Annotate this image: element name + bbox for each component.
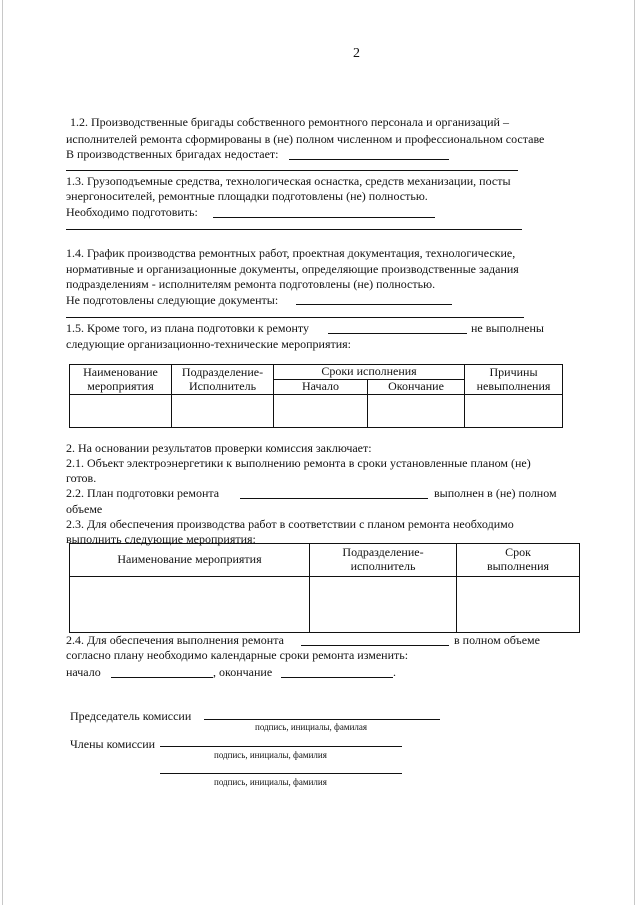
s24-blank <box>301 645 449 646</box>
header-executor: Подразделение- Исполнитель <box>172 365 274 395</box>
s12-line2: исполнителей ремонта сформированы в (не) полном численном и профессиональном составе <box>66 132 545 146</box>
table-row <box>70 577 580 633</box>
table-cell <box>368 395 465 428</box>
s2-line4b: выполнен в (не) полном <box>434 486 557 500</box>
header-measure-name: Наименование мероприятия <box>70 544 310 577</box>
chair-caption: подпись, инициалы, фамилая <box>255 722 368 732</box>
table-unfulfilled-measures <box>69 364 563 428</box>
table-header-row <box>70 365 563 380</box>
table-cell <box>465 395 563 428</box>
s14-line2: нормативные и организационные документы, определяющие производственные задания <box>66 262 519 276</box>
s13-line3: Необходимо подготовить: <box>66 205 198 219</box>
s14-line4: Не подготовлены следующие документы: <box>66 293 279 307</box>
page-number: 2 <box>353 46 360 61</box>
start-label: начало <box>66 665 101 679</box>
s2-line3: готов. <box>66 471 97 485</box>
page-right-edge <box>634 0 635 905</box>
s2-line1: 2. На основании результатов проверки комиссия заключает: <box>66 441 372 455</box>
s12-line1: 1.2. Производственные бригады собственного ремонтного персонала и организаций – <box>70 115 509 129</box>
table-cell <box>274 395 368 428</box>
end-label: , окончание <box>213 665 273 679</box>
s14-blank-full <box>66 317 524 318</box>
s24-line1a: 2.4. Для обеспечения выполнения ремонта <box>66 633 284 647</box>
table-row <box>70 395 563 428</box>
s2-line6: 2.3. Для обеспечения производства работ в соответствии с планом ремонта необходимо <box>66 517 514 531</box>
s15-line1a: 1.5. Кроме того, из плана подготовки к ремонту <box>66 321 309 335</box>
s24-line1b: в полном объеме <box>454 633 540 647</box>
s12-blank <box>289 159 449 160</box>
header-deadline: Срок выполнения <box>457 544 580 577</box>
member2-signature-line <box>160 773 402 774</box>
member1-caption: подпись, инициалы, фамилия <box>214 750 327 760</box>
s12-blank-full <box>66 170 518 171</box>
header-start: Начало <box>274 380 368 395</box>
s15-line2: следующие организационно-технические мероприятия: <box>66 337 352 351</box>
start-date-blank <box>111 677 213 678</box>
s13-line1: 1.3. Грузоподъемные средства, технологическая оснастка, средств механизации, посты <box>66 174 511 188</box>
s2-line2: 2.1. Объект электроэнергетики к выполнению ремонта в сроки установленные планом (не) <box>66 456 531 470</box>
member1-signature-line <box>160 746 402 747</box>
members-label: Члены комиссии <box>70 737 156 751</box>
s2-line4a: 2.2. План подготовки ремонта <box>66 486 220 500</box>
chair-label: Председатель комиссии <box>70 709 192 723</box>
end-date-blank <box>281 677 393 678</box>
header-reasons: Причины невыполнения <box>465 365 563 395</box>
end-dot: . <box>393 665 396 679</box>
s12-line3: В производственных бригадах недостает: <box>66 147 279 161</box>
table-cell <box>310 577 457 633</box>
s2-line5: объеме <box>66 502 103 516</box>
s24-line2: согласно плану необходимо календарные сроки ремонта изменить: <box>66 648 409 662</box>
header-measure-name: Наименование мероприятия <box>70 365 172 395</box>
s22-blank <box>240 498 428 499</box>
table-header-row <box>70 544 580 577</box>
table-cell <box>70 395 172 428</box>
header-executor: Подразделение- исполнитель <box>310 544 457 577</box>
header-end: Окончание <box>368 380 465 395</box>
s2-line7: выполнить следующие мероприятия: <box>66 532 256 546</box>
s13-blank <box>213 217 435 218</box>
s14-line3: подразделениям - исполнителям ремонта подготовлены (не) полностью. <box>66 277 436 291</box>
s15-line1b: не выполнены <box>471 321 544 335</box>
s15-blank <box>328 333 467 334</box>
table-cell <box>457 577 580 633</box>
s13-blank-full <box>66 229 522 230</box>
table-cell <box>70 577 310 633</box>
s14-blank <box>296 304 452 305</box>
chair-signature-line <box>204 719 440 720</box>
header-deadlines: Сроки исполнения <box>274 365 465 380</box>
s13-line2: энергоносителей, ремонтные площадки подготовлены (не) полностью. <box>66 189 428 203</box>
page-left-edge <box>2 0 3 905</box>
s14-line1: 1.4. График производства ремонтных работ, проектная документация, технологические, <box>66 246 516 260</box>
table-cell <box>172 395 274 428</box>
table-required-measures <box>69 543 580 633</box>
member2-caption: подпись, инициалы, фамилия <box>214 777 327 787</box>
